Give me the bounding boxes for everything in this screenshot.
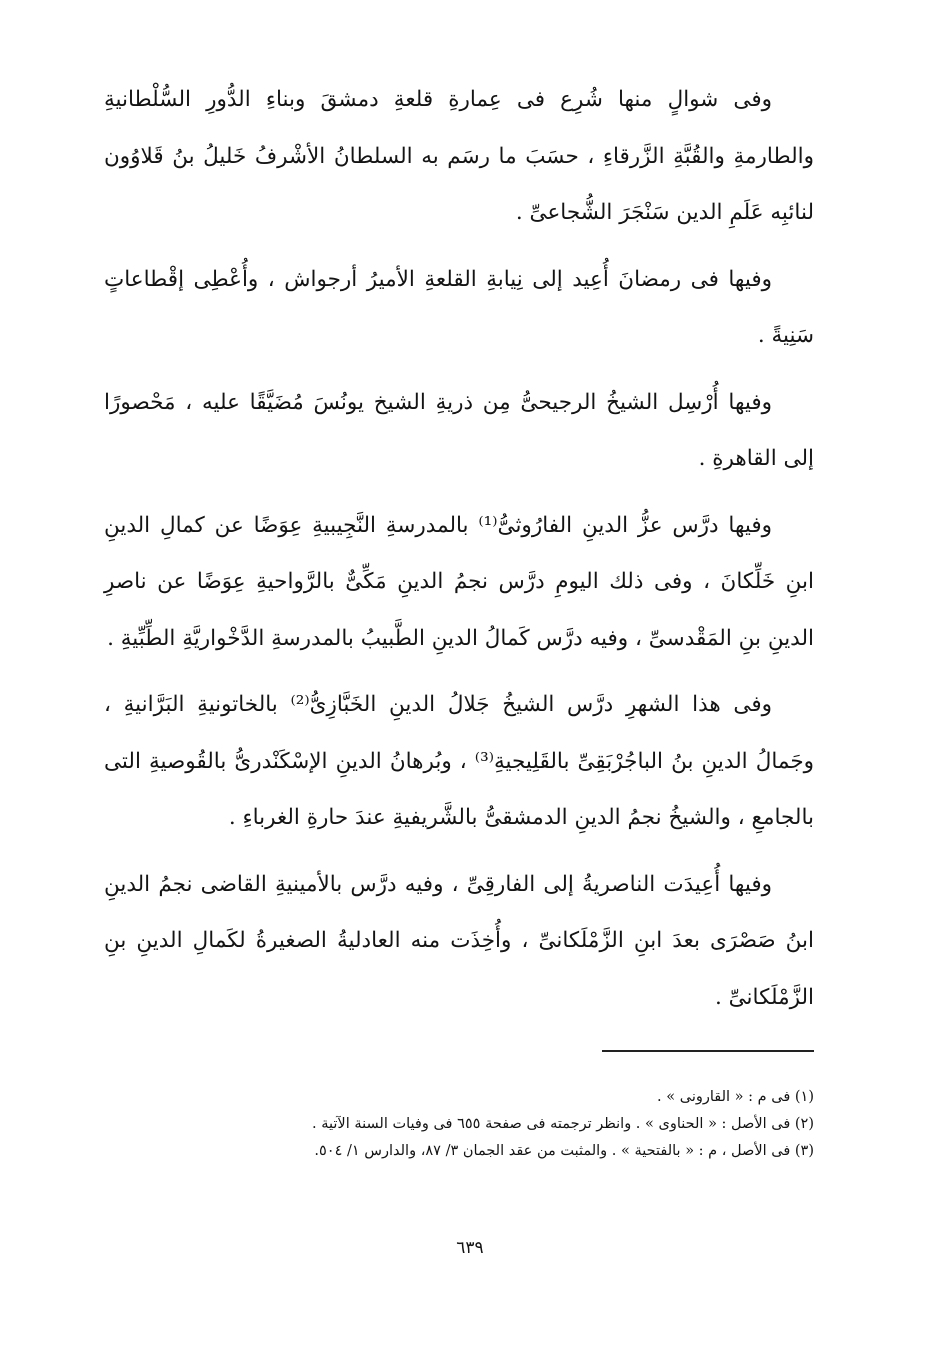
main-text — [104, 72, 814, 1036]
footnotes — [160, 1084, 814, 1165]
paragraph-shawwal: وفى شوالٍ منها شُرِع فى عِمارةِ قلعةِ دمشقَ وبناءِ الدُّورِ السُّلْطانيةِ والطارمةِ والقُبَّةِ الزَّرقاءِ ، حسَبَ ما رسَم به السلطانُ الأشْرفُ خَليلُ بنُ قَلاوُون لنائبِه عَلَمِ الدين سَنْجَرَ الشُّجاعىِّ . — [104, 87, 814, 225]
paragraph-rajihi: وفيها أُرْسِل الشيخُ الرجيحىُّ مِن ذريةِ الشيخ يونُسَ مُضَيَّقًا عليه ، مَحْصورًا إلى القاهرةِ . — [104, 389, 814, 471]
footnote-separator — [602, 1050, 814, 1052]
footnote-3: (٣) فى الأصل ، م : « بالفتحية » . والمثبت من عقد الجمان ٣/ ٨٧، والدارس ١/ ٥٠٤. — [314, 1143, 814, 1159]
paragraph-ramadan: وفيها فى رمضانَ أُعِيد إلى نِيابةِ القلعةِ الأميرُ أرجواش ، وأُعْطِى إقْطاعاتٍ سَنِيةً . — [104, 266, 814, 348]
paragraph-faruthi: وفيها درَّس عزُّ الدينِ الفارُوثىُّ⁽¹⁾ بالمدرسةِ النَّجِيبيةِ عِوَضًا عن كمالِ الدينِ ابنِ خَلِّكانَ ، وفى ذلك اليومِ درَّس نجمُ الدينِ مَكِّىٌّ بالرَّواحيةِ عِوَضًا عن ناصرِ الدينِ بنِ المَقْدسىِّ ، وفيه درَّس كَمالُ الدينِ الطَّبيبُ بالمدرسةِ الدَّخْواريَّةِ الطِّبِّيةِ . — [104, 512, 814, 651]
page-number: ٦٣٩ — [456, 1238, 484, 1258]
paragraph-khabbazi: وفى هذا الشهرِ درَّس الشيخُ جَلالُ الدينِ الخَبَّازِىُّ⁽²⁾ بالخاتونيةِ البَرَّانيةِ ، وجَمالُ الدينِ بنُ الباجُرْبَقِىِّ بالقَلِيجيةِ⁽³⁾ ، وبُرهانُ الدينِ الإسْكَنْدرىُّ بالقُوصيةِ التى بالجامعِ ، والشيخُ نجمُ الدينِ الدمشقىُّ بالشَّريفيةِ عندَ حارةِ الغرباءِ . — [104, 692, 814, 830]
footnote-2: (٢) فى الأصل : « الحناوى » . وانظر ترجمته فى صفحة ٦٥٥ فى وفيات السنة الآتية . — [312, 1116, 814, 1132]
paragraph-nasiriyya: وفيها أُعِيدَت الناصريةُ إلى الفارقِىِّ ، وفيه درَّس بالأمينيةِ القاضى نجمُ الدينِ ابنُ صَصْرَى بعدَ ابنِ الزَّمْلَكانىِّ ، وأُخِذَت منه العادليةُ الصغيرةُ لكَمالِ الدينِ بنِ الزَّمْلَكانىِّ . — [104, 871, 814, 1010]
footnote-1: (١) فى م : « القارونى » . — [657, 1089, 814, 1105]
